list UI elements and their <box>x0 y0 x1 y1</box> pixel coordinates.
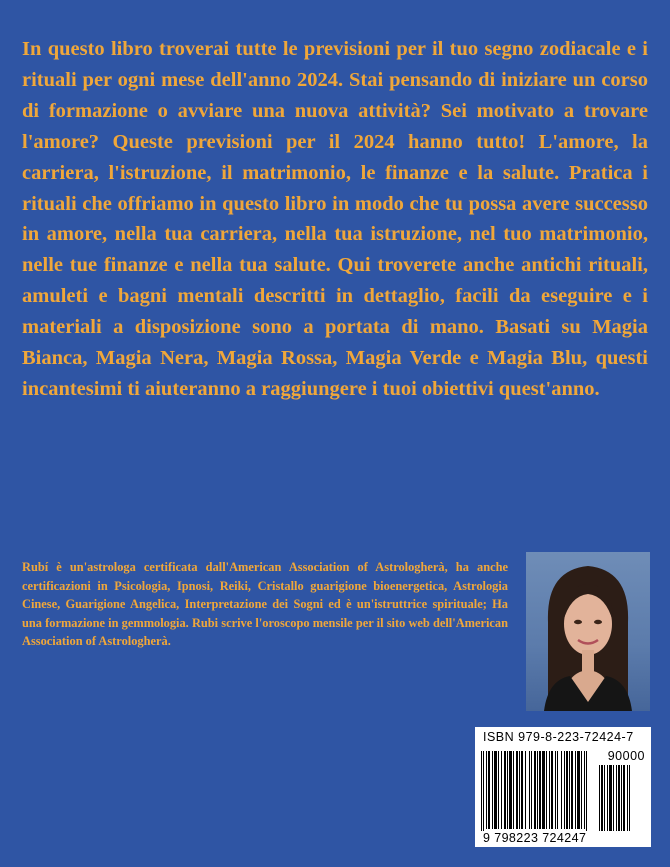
back-cover-blurb: In questo libro troverai tutte le previsioni per il tuo segno zodiacale e i rituali per ogni mese dell'anno 2024. Stai pensando di iniziare un corso di formazione o avviare una nuova attività? Sei motivato a trovare l'amore? Queste previsioni per il 2024 hanno tutto! L'amore, la carriera, l'istruzione, il matrimonio, le finanze e la salute. Pratica i rituali che offriamo in questo libro in modo che tu possa avere successo in amore, nella tua carriera, nella tua istruzione, nel tuo matrimonio, nelle tue finanze e nella tua salute. Qui troverete anche antichi rituali, amuleti e bagni mentali descritti in dettaglio, facili da eseguire e i materiali a disposizione sono a portata di mano. Basati su Magia Bianca, Magia Nera, Magia Rossa, Magia Verde e Magia Blu, questi incantesimi ti aiuteranno a raggiungere i tuoi obiettivi quest'anno. <box>22 38 648 400</box>
author-bio: Rubí è un'astrologa certificata dall'American Association of Astrologherà, ha anche certificazioni in Psicologia, Ipnosi, Reiki, Cristallo guarigione bioenergetica, Astrologia Cinese, Guarigione Angelica, Interpretazione dei Sogni ed è un'istruttrice spirituale; Ha una formazione in gemmologia. Rubi scrive l'oroscopo mensile per il sito web dell'American Association of Astrologherà. <box>22 560 508 649</box>
isbn-label: ISBN 979-8-223-72424-7 <box>483 730 634 744</box>
author-photo <box>526 552 650 711</box>
price-code: 90000 <box>607 749 645 763</box>
barcode-bars <box>481 745 599 831</box>
barcode-digits: 9 798223 724247 <box>483 831 587 845</box>
price-barcode-bars <box>599 765 645 833</box>
isbn-barcode <box>475 727 651 847</box>
